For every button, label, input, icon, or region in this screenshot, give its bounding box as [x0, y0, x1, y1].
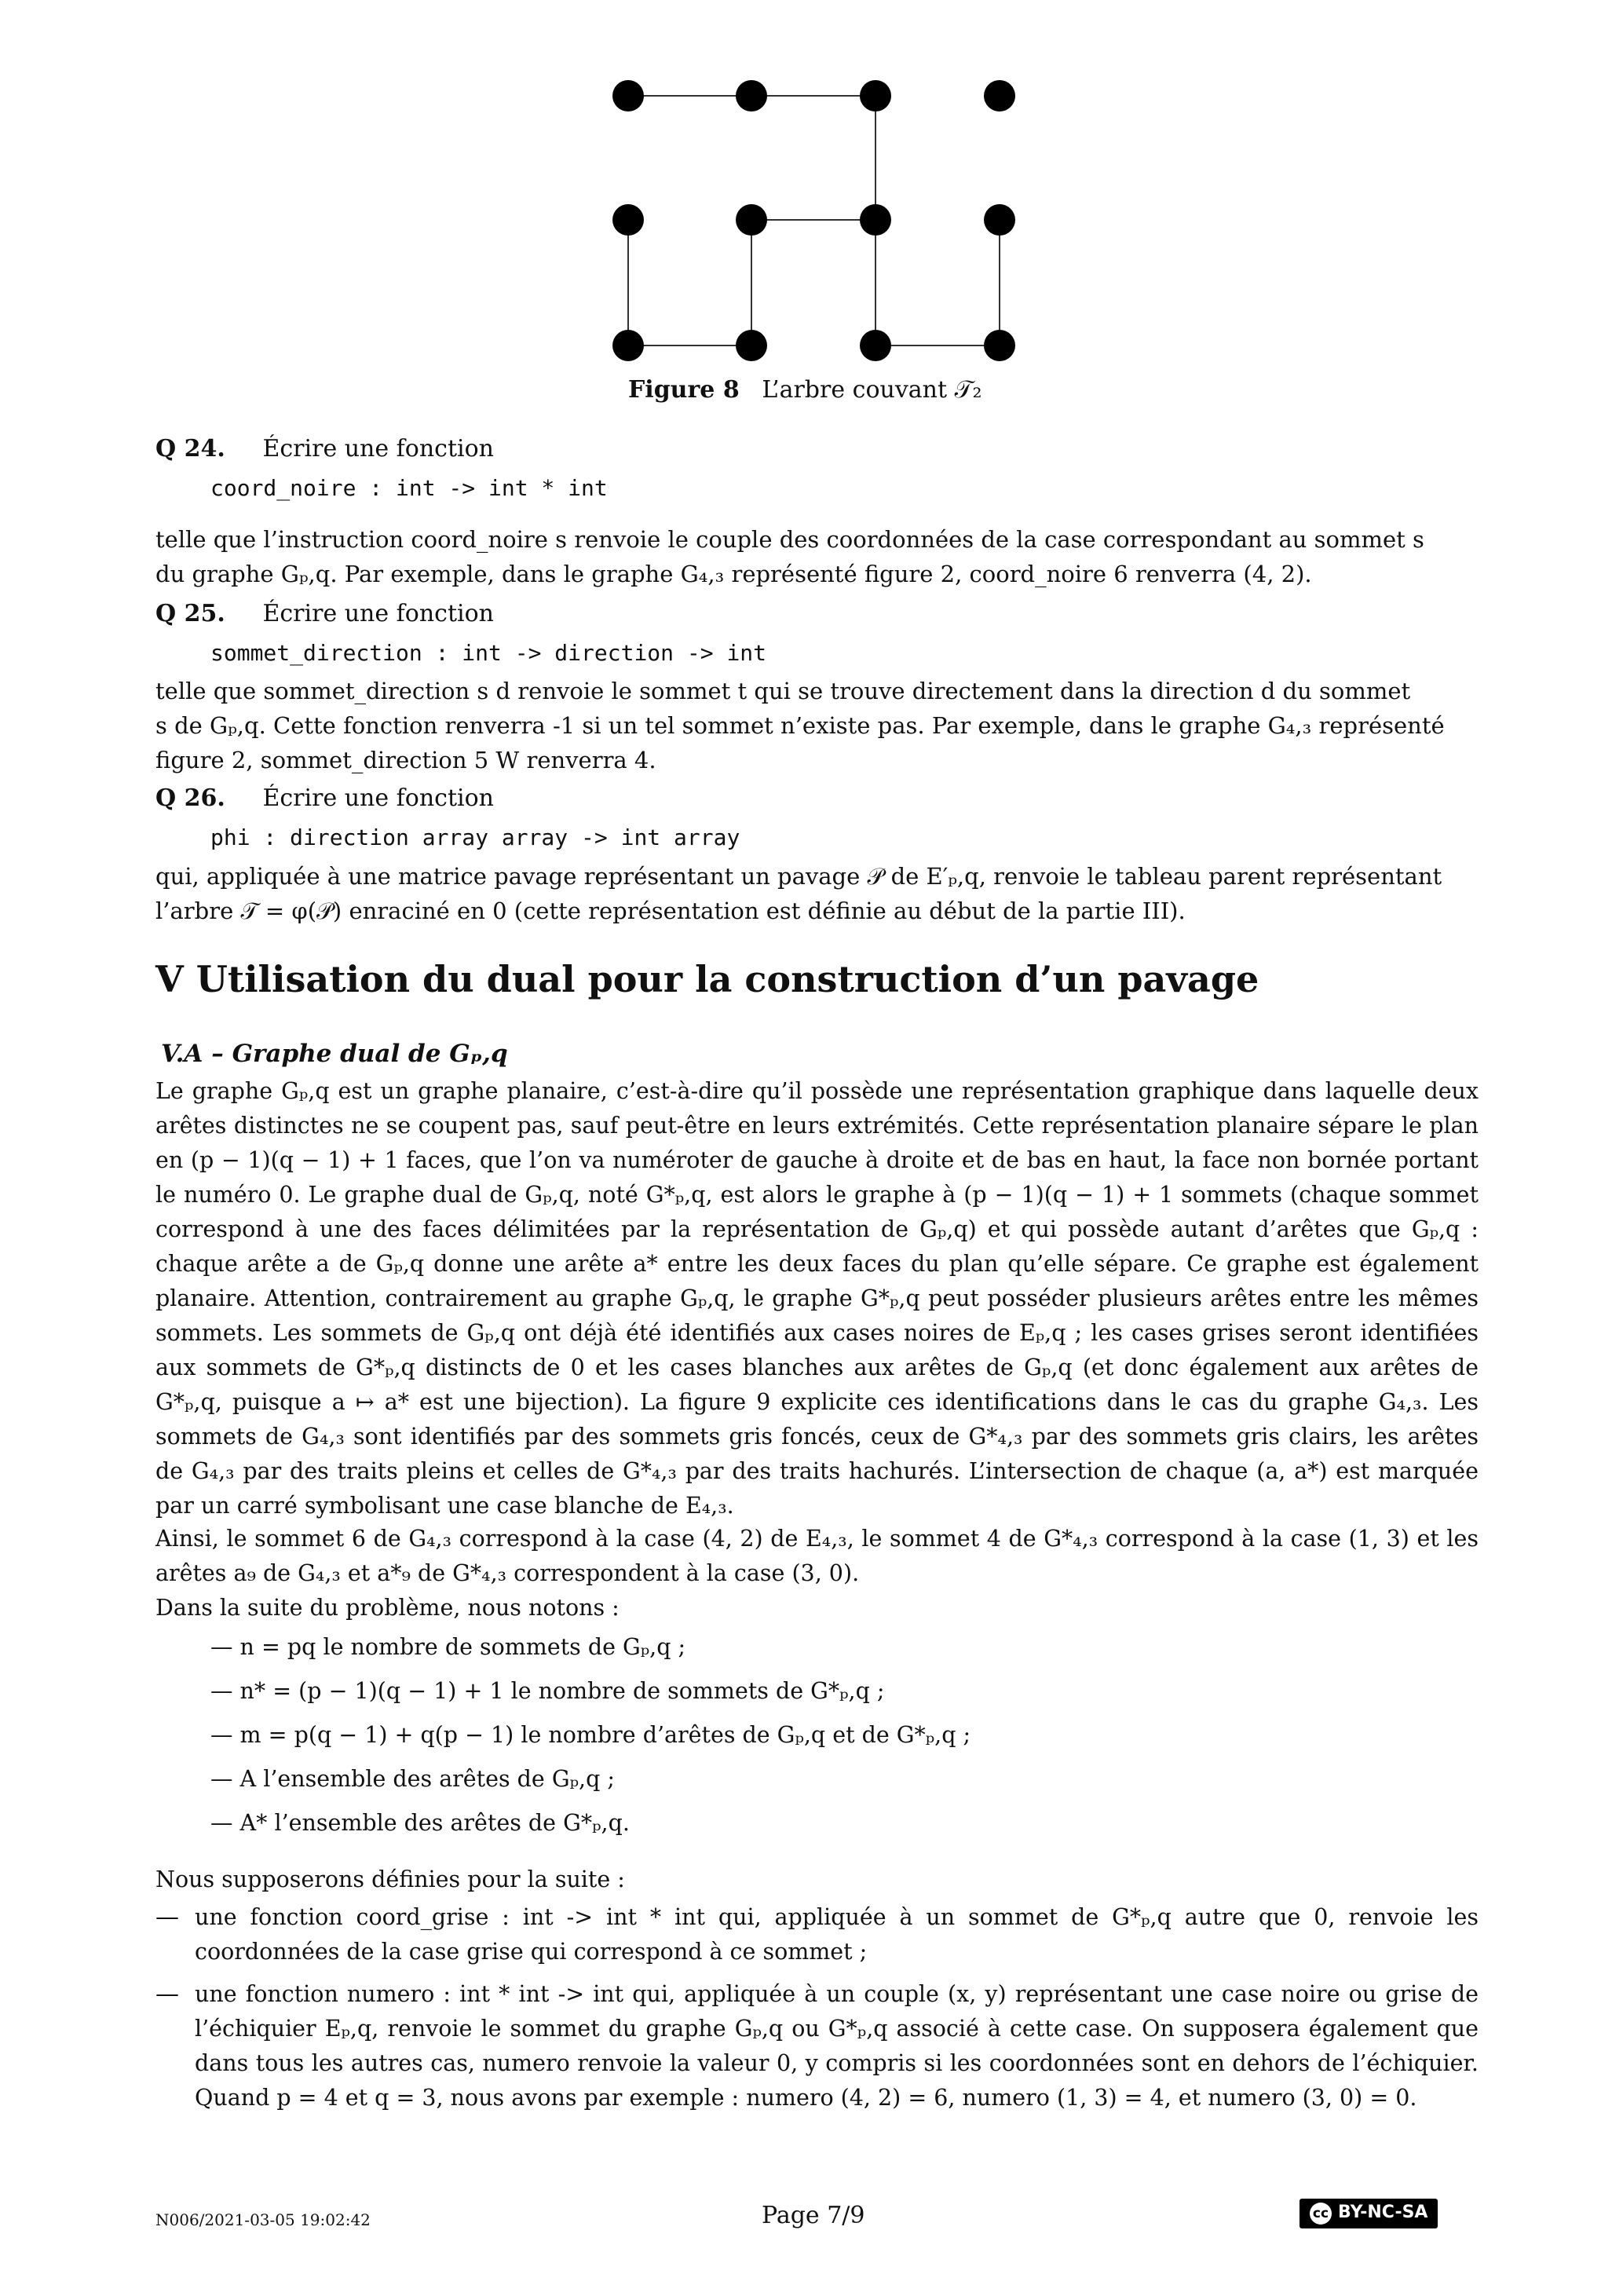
- subsection-title: V.A – Graphe dual de Gₚ,q: [161, 1040, 508, 1068]
- notation-item: — A l’ensemble des arêtes de Gₚ,q ;: [210, 1766, 615, 1792]
- figure-label: Figure 8: [628, 376, 740, 404]
- figure-caption-text: L’arbre couvant 𝒯₂: [762, 376, 982, 404]
- tree-vertex: [984, 330, 1015, 361]
- tree-vertex: [984, 80, 1015, 112]
- tree-vertex: [612, 204, 644, 236]
- footer-id: N006/2021-03-05 19:02:42: [155, 2210, 371, 2229]
- tree-vertex: [736, 80, 767, 112]
- question-26-header: [155, 781, 494, 816]
- license-text: BY-NC-SA: [1338, 2203, 1428, 2222]
- section-title: V Utilisation du dual pour la construction d’un pavage: [155, 958, 1259, 1000]
- tree-vertex: [860, 80, 891, 112]
- notation-list: [210, 1630, 971, 1850]
- question-label: Q 25.: [155, 600, 225, 627]
- question-intro: Écrire une fonction: [262, 600, 494, 627]
- body-paragraph-3: Dans la suite du problème, nous notons :: [155, 1595, 620, 1621]
- figure-8-tree: [605, 75, 1021, 373]
- notation-item: — n = pq le nombre de sommets de Gₚ,q ;: [210, 1634, 686, 1660]
- page-number: Page 7/9: [762, 2202, 865, 2229]
- definition-item-coord-grise: une fonction coord_grise : int -> int * int qui, appliquée à un sommet de G*ₚ,q autre que 0, renvoie les coordonnées de la case grise qui correspond à ce sommet ;: [195, 1904, 1479, 1965]
- question-25-header: [155, 597, 494, 631]
- question-24-header: [155, 432, 494, 466]
- figure-8-caption: [628, 373, 982, 408]
- q25-signature: sommet_direction : int -> direction -> int: [210, 640, 767, 666]
- notation-item: — m = p(q − 1) + q(p − 1) le nombre d’arêtes de Gₚ,q et de G*ₚ,q ;: [210, 1722, 971, 1748]
- q25-text-1: telle que sommet_direction s d renvoie le sommet t qui se trouve directement dans la direction d du sommet: [155, 678, 1411, 704]
- tree-vertex: [984, 204, 1015, 236]
- tree-vertex: [612, 80, 644, 112]
- q24-signature: coord_noire : int -> int * int: [210, 475, 608, 501]
- body-paragraph-1: Le graphe Gₚ,q est un graphe planaire, c’est-à-dire qu’il possède une représentation graphique dans laquelle deux arêtes distinctes ne se coupent pas, sauf peut-être en leurs extrémités. Cette représentation planaire sépare le plan en (p − 1)(q − 1) + 1 faces, que l’on va numéroter de gauche à droite et de bas en haut, la face non bornée portant le numéro 0. Le graphe dual de Gₚ,q, noté G*ₚ,q, est alors le graphe à (p − 1)(q − 1) + 1 sommets (chaque sommet correspond à une des faces délimitées par la représentation de Gₚ,q) et qui possède autant d’arêtes que Gₚ,q : chaque arête a de Gₚ,q donne une arête a* entre les deux faces du plan qu’elle sépare. Ce graphe est également planaire. Attention, contrairement au graphe Gₚ,q, le graphe G*ₚ,q peut posséder plusieurs arêtes entre les mêmes sommets. Les sommets de Gₚ,q ont déjà été identifiés aux cases noires de Eₚ,q ; les cases grises seront identifiées aux sommets de G*ₚ,q distincts de 0 et les cases blanches aux arêtes de Gₚ,q (et donc également aux arêtes de G*ₚ,q, puisque a ↦ a* est une bijection). La figure 9 explicite ces identifications dans le cas du graphe G₄,₃. Les sommets de G₄,₃ sont identifiés par des sommets gris foncés, ceux de G*₄,₃ par des sommets gris clairs, les arêtes de G₄,₃ par des traits pleins et celles de G*₄,₃ par des traits hachurés. L’intersection de chaque (a, a*) est marquée par un carré symbolisant une case blanche de E₄,₃.: [155, 1078, 1479, 1519]
- definition-item-numero: une fonction numero : int * int -> int qui, appliquée à un couple (x, y) représentant une case noire ou grise de l’échiquier Eₚ,q, renvoie le sommet du graphe Gₚ,q ou G*ₚ,q associé à cette case. On supposera également que dans tous les autres cas, numero renvoie la valeur 0, y compris si les coordonnées sont en dehors de l’échiquier. Quand p = 4 et q = 3, nous avons par exemple : numero (4, 2) = 6, numero (1, 3) = 4, et numero (3, 0) = 0.: [195, 1981, 1479, 2111]
- q26-signature: phi : direction array array -> int array: [210, 824, 740, 850]
- question-label: Q 24.: [155, 435, 225, 462]
- q26-text-2: l’arbre 𝒯 = φ(𝒫) enraciné en 0 (cette représentation est définie au début de la partie III).: [155, 898, 1186, 924]
- q24-text-2: du graphe Gₚ,q. Par exemple, dans le graphe G₄,₃ représenté figure 2, coord_noire 6 renverra (4, 2).: [155, 561, 1312, 587]
- list-dash: —: [155, 1903, 179, 1931]
- question-intro: Écrire une fonction: [262, 435, 494, 462]
- notation-item: — A* l’ensemble des arêtes de G*ₚ,q.: [210, 1810, 630, 1836]
- tree-vertex: [736, 204, 767, 236]
- tree-vertex: [860, 330, 891, 361]
- body-paragraph-4: Nous supposerons définies pour la suite :: [155, 1866, 625, 1892]
- tree-vertex: [612, 330, 644, 361]
- question-label: Q 26.: [155, 784, 225, 812]
- list-dash: —: [155, 1980, 179, 2008]
- tree-vertex: [736, 330, 767, 361]
- q26-text-1: qui, appliquée à une matrice pavage représentant un pavage 𝒫 de E′ₚ,q, renvoie le tableau parent représentant: [155, 863, 1442, 890]
- cc-icon: cc: [1310, 2203, 1332, 2225]
- tree-vertex: [860, 204, 891, 236]
- question-intro: Écrire une fonction: [262, 784, 494, 812]
- q24-text-1: telle que l’instruction coord_noire s renvoie le couple des coordonnées de la case correspondant au sommet s: [155, 526, 1424, 553]
- notation-item: — n* = (p − 1)(q − 1) + 1 le nombre de sommets de G*ₚ,q ;: [210, 1678, 885, 1704]
- q25-text-2: s de Gₚ,q. Cette fonction renverra -1 si un tel sommet n’existe pas. Par exemple, dans le graphe G₄,₃ représenté: [155, 712, 1445, 739]
- body-paragraph-2: Ainsi, le sommet 6 de G₄,₃ correspond à la case (4, 2) de E₄,₃, le sommet 4 de G*₄,₃ correspond à la case (1, 3) et les arêtes a₉ de G₄,₃ et a*₉ de G*₄,₃ correspondent à la case (3, 0).: [155, 1526, 1479, 1586]
- q25-text-3: figure 2, sommet_direction 5 W renverra 4.: [155, 747, 656, 773]
- license-badge: [1299, 2199, 1438, 2228]
